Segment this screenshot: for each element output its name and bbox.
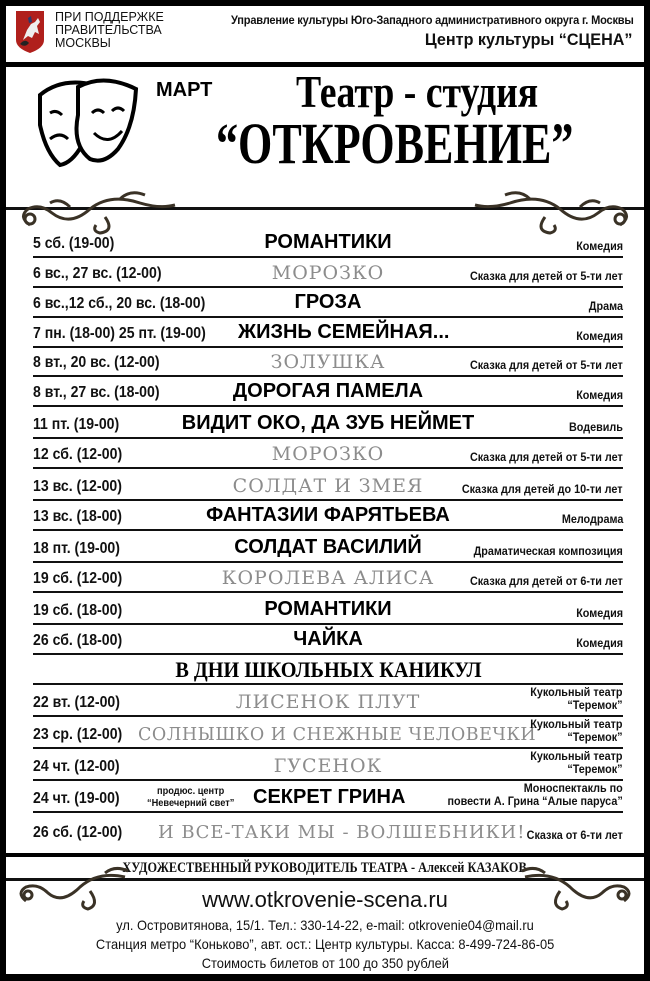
show-date: 26 сб. (18-00) [33,631,123,649]
show-title: СОЛДАТ ВАСИЛИЙ [234,536,422,559]
show-title: СЕКРЕТ ГРИНА [253,785,406,808]
schedule-row [33,228,623,258]
show-title: ЛИСЕНОК ПЛУТ [235,690,421,713]
show-genre: Водевиль [569,420,623,435]
show-genre: Мелодрама [561,512,623,527]
show-date: 24 чт. (19-00) [33,789,120,807]
holiday-row [33,717,623,749]
holiday-row [33,813,623,845]
show-genre: Сказка от 6-ти лет [526,827,623,842]
government-support-label [55,11,164,50]
show-date: 19 сб. (12-00) [33,570,123,588]
metro-line [6,936,644,952]
show-title: СОЛНЫШКО И СНЕЖНЫЕ ЧЕЛОВЕЧКИ [138,724,537,745]
website-link[interactable]: www.otkrovenie-scena.ru [202,887,448,912]
holiday-section-label: В ДНИ ШКОЛЬНЫХ КАНИКУЛ [174,656,482,682]
address-line [6,917,644,933]
show-genre: Драма [588,298,623,313]
support-line-3: МОСКВЫ [55,36,111,50]
show-date: 8 вт., 20 вс. (12-00) [33,354,160,372]
genre-line-2: “Теремок” [567,761,623,776]
schedule-row [33,625,623,655]
show-title: ЗОЛУШКА [270,351,386,374]
genre-line-2: “Теремок” [567,729,623,744]
show-title: РОМАНТИКИ [264,230,392,253]
show-genre: Комедия [576,635,623,650]
show-title: МОРОЗКО [271,261,385,284]
show-date: 18 пт. (19-00) [33,540,120,558]
show-genre [531,750,623,776]
show-genre [448,782,623,808]
show-date: 19 сб. (18-00) [33,602,123,620]
holiday-section-title [33,655,623,685]
metro-text: Станция метро “Коньково”, авт. ост.: Центр культуры. Касса: 8-499-724-86-05 [95,936,555,952]
footer-panel [6,857,644,974]
genre-line-2: “Теремок” [567,697,623,712]
schedule-row [33,288,623,318]
genre-line-1: Моноспектакль по [524,780,623,795]
prices-line [6,955,644,971]
holiday-row [33,749,623,781]
schedule-row [33,377,623,407]
show-date: 6 вс.,12 сб., 20 вс. (18-00) [33,294,206,312]
genre-line-1: Кукольный театр [530,684,623,699]
show-genre: Драматическая композиция [473,544,623,559]
schedule-row [33,258,623,288]
show-genre: Комедия [576,238,623,253]
theatre-masks-icon [32,75,142,169]
show-date: 11 пт. (19-00) [33,416,120,434]
holiday-row [33,685,623,717]
show-title: ЖИЗНЬ СЕМЕЙНАЯ... [238,320,450,343]
schedule-row [33,531,623,563]
schedule-row [33,407,623,439]
show-date: 24 чт. (12-00) [33,757,120,775]
show-genre: Комедия [576,328,623,343]
schedule-row [33,501,623,531]
genre-line-1: Кукольный театр [530,748,623,763]
schedule-row [33,318,623,348]
month-label: МАРТ [156,79,213,101]
theatre-title-line2: “ОТКРОВЕНИЕ” [216,111,574,176]
schedule-list [33,228,623,845]
show-title: РОМАНТИКИ [264,598,392,621]
show-title: ДОРОГАЯ ПАМЕЛА [232,380,424,403]
show-date: 12 сб. (12-00) [33,446,123,464]
show-title: ФАНТАЗИИ ФАРЯТЬЕВА [206,504,450,527]
prices-text: Стоимость билетов от 100 до 350 рублей [201,955,449,971]
show-title: СОЛДАТ И ЗМЕЯ [232,475,424,498]
show-genre: Сказка для детей до 10-ти лет [462,482,623,497]
show-genre: Сказка для детей от 5-ти лет [470,268,623,283]
support-line-1: ПРИ ПОДДЕРЖКЕ [55,10,164,24]
show-date: 23 ср. (12-00) [33,725,123,743]
show-date: 26 сб. (12-00) [33,823,123,841]
show-date: 6 вс., 27 вс. (12-00) [33,264,162,282]
show-date: 8 вт., 27 вс. (18-00) [33,384,160,402]
show-title: ЧАЙКА [293,627,363,650]
producer-line-1: продюс. центр [157,784,225,797]
holiday-row [33,781,623,813]
culture-centre-name: Центр культуры “СЦЕНА” [424,30,632,49]
show-title: КОРОЛЕВА АЛИСА [221,567,435,590]
show-title: ВИДИТ ОКО, ДА ЗУБ НЕЙМЕТ [181,412,475,435]
show-genre [531,686,623,712]
show-genre: Сказка для детей от 5-ти лет [470,450,623,465]
support-line-2: ПРАВИТЕЛЬСТВА [55,23,162,37]
show-genre: Сказка для детей от 5-ти лет [470,358,623,373]
director-label: ХУДОЖЕСТВЕННЫЙ РУКОВОДИТЕЛЬ ТЕАТРА - Алексей КАЗАКОВ [122,860,528,876]
show-date: 22 вт. (12-00) [33,693,120,711]
moscow-coat-of-arms-icon [15,10,45,54]
show-date: 5 сб. (19-00) [33,234,115,252]
show-date: 13 вс. (18-00) [33,508,122,526]
theatre-title-line1: Театр - студия [296,66,539,117]
producer-label [147,785,234,809]
show-genre: Сказка для детей от 6-ти лет [470,574,623,589]
show-genre: Комедия [576,388,623,403]
schedule-row [33,348,623,378]
schedule-row [33,469,623,501]
producer-line-2: “Невечерний свет” [146,796,235,809]
show-date: 13 вс. (12-00) [33,478,122,496]
genre-line-1: Кукольный театр [530,716,623,731]
show-title: ГРОЗА [294,290,362,313]
genre-line-2: повести А. Грина “Алые паруса” [447,793,623,808]
schedule-panel [6,67,644,853]
schedule-row [33,593,623,625]
header-panel [6,6,644,62]
show-title: И ВСЕ-ТАКИ МЫ - ВОЛШЕБНИКИ! [158,821,526,843]
address-text: ул. Островитянова, 15/1. Тел.: 330-14-22, e-mail: otkrovenie04@mail.ru [116,917,534,933]
show-title: ГУСЕНОК [273,754,383,777]
department-name: Управление культуры Юго-Западного административного округа г. Москвы [231,13,634,27]
schedule-row [33,439,623,469]
show-date: 7 пн. (18-00) 25 пт. (19-00) [33,324,206,342]
show-genre [531,718,623,744]
show-genre: Комедия [576,606,623,621]
schedule-row [33,563,623,593]
show-title: МОРОЗКО [271,443,385,466]
